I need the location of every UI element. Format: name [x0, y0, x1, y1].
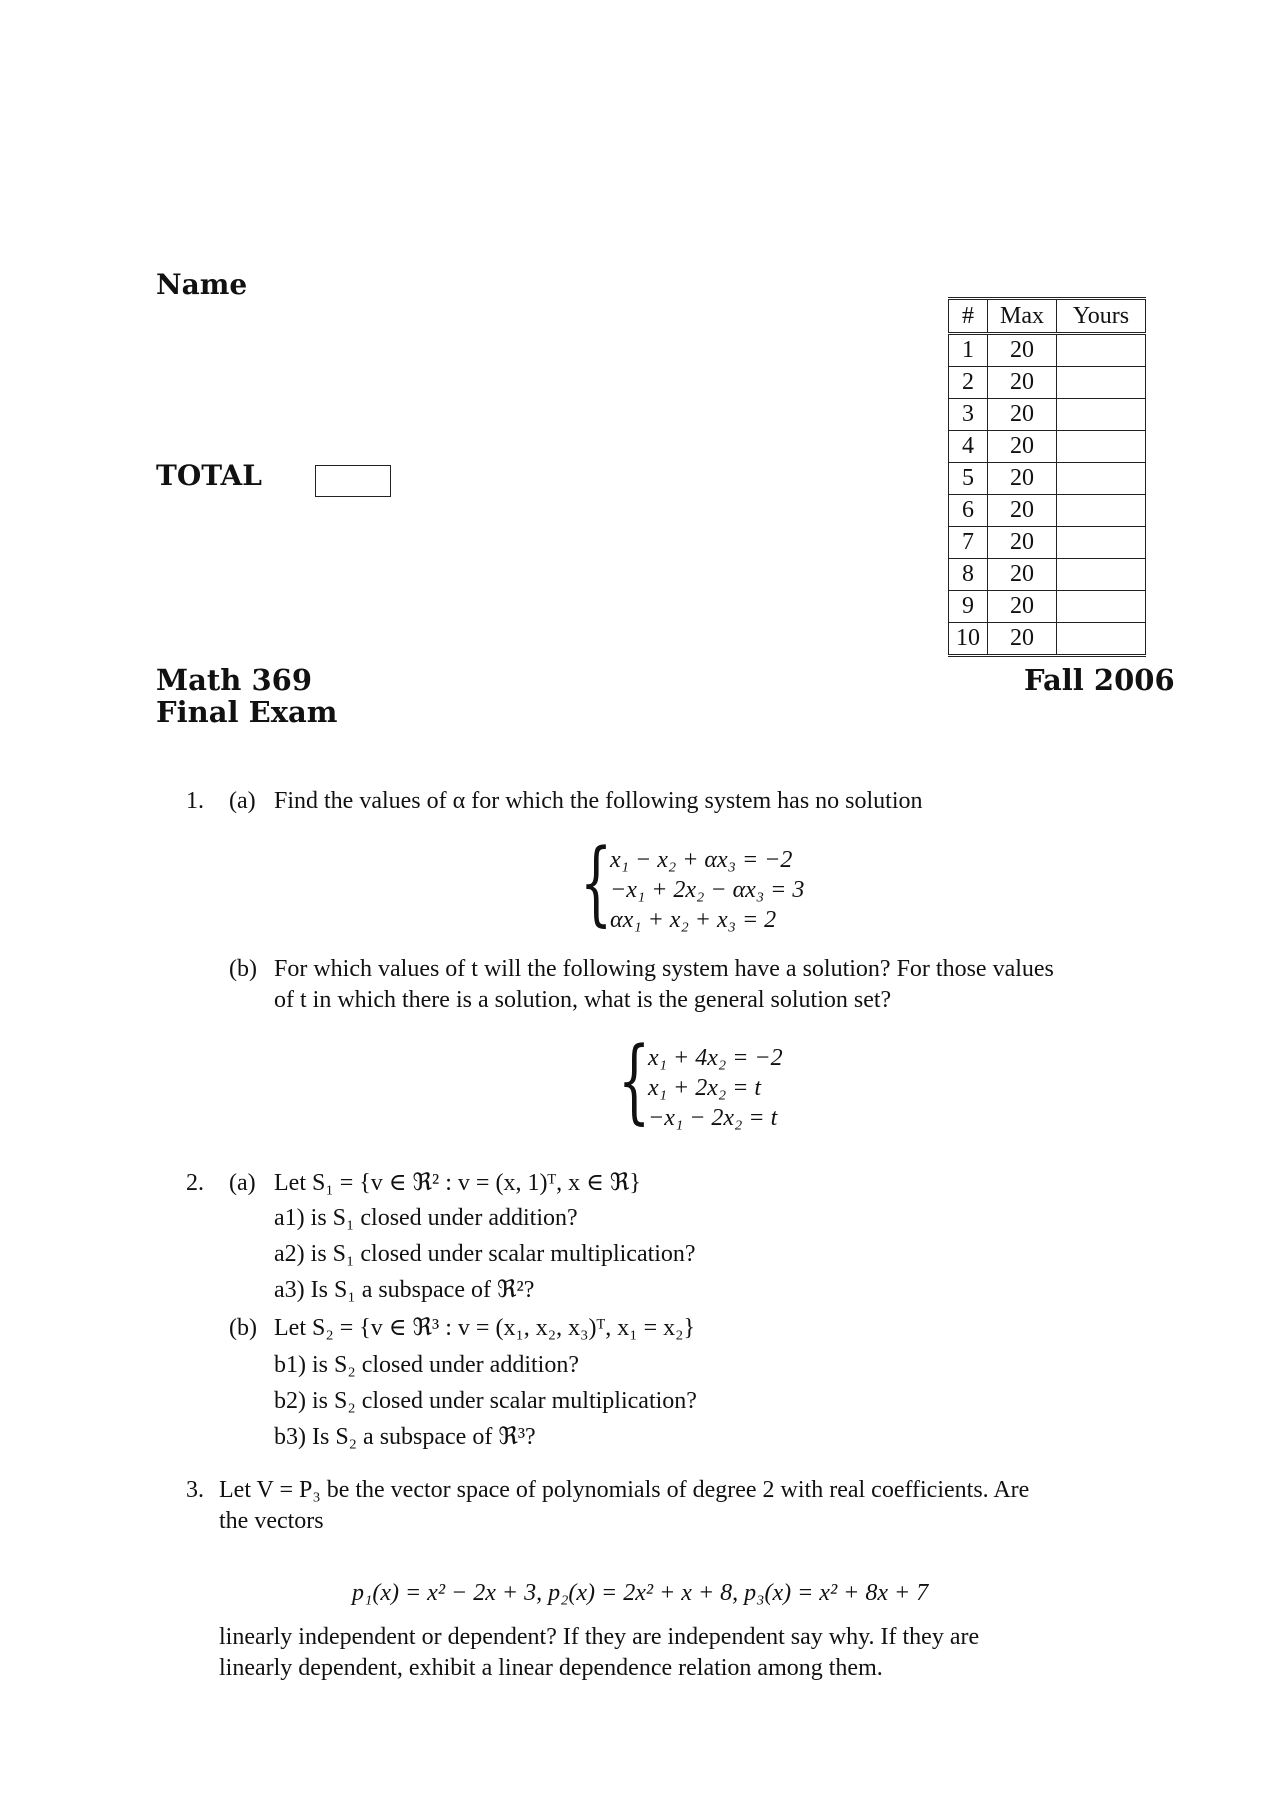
q1a-system: [610, 845, 804, 935]
exam-name: Final Exam: [156, 695, 338, 729]
q1b-system: [648, 1043, 783, 1133]
row-max: 20: [988, 495, 1057, 527]
row-number: 3: [949, 399, 988, 431]
row-max: 20: [988, 623, 1057, 656]
name-label: Name: [156, 268, 248, 301]
row-yours[interactable]: [1057, 463, 1146, 495]
q3-number: 3.: [186, 1477, 204, 1503]
row-number: 9: [949, 591, 988, 623]
q2b-text: Let S₂ = {v ∈ ℜ³ : v = (x₁, x₂, x₃)ᵀ, x₁ = x₂}: [274, 1315, 696, 1341]
column-header-max: Max: [988, 299, 1057, 334]
table-row: [949, 367, 1146, 399]
score-table-header-row: [949, 299, 1146, 334]
equation-line: x₁ − x₂ + αx₃ = −2: [610, 847, 793, 873]
q2b-label: (b): [229, 1315, 257, 1341]
q1b-brace: {: [618, 1027, 651, 1134]
equation-line: x₁ + 2x₂ = t: [648, 1075, 762, 1101]
total-score-box[interactable]: [315, 465, 391, 497]
q1-number: 1.: [186, 788, 204, 814]
q1b-text-line2: of t in which there is a solution, what is the general solution set?: [274, 987, 892, 1013]
row-max: 20: [988, 334, 1057, 367]
table-row: [949, 431, 1146, 463]
q1a-text: Find the values of α for which the following system has no solution: [274, 788, 923, 814]
table-row: [949, 495, 1146, 527]
list-item: a2) is S₁ closed under scalar multiplication?: [274, 1241, 696, 1267]
table-row: [949, 399, 1146, 431]
q3-text-line3: linearly independent or dependent? If they are independent say why. If they are: [219, 1624, 980, 1650]
table-row: [949, 463, 1146, 495]
row-yours[interactable]: [1057, 495, 1146, 527]
q3-equation: p₁(x) = x² − 2x + 3, p₂(x) = 2x² + x + 8, p₃(x) = x² + 8x + 7: [352, 1580, 929, 1606]
equation-line: −x₁ + 2x₂ − αx₃ = 3: [610, 877, 805, 903]
table-row: [949, 527, 1146, 559]
list-item: a3) Is S₁ a subspace of ℜ²?: [274, 1277, 535, 1303]
q3-text-line2: the vectors: [219, 1508, 324, 1534]
equation-line: αx₁ + x₂ + x₃ = 2: [610, 907, 777, 933]
score-table: [948, 297, 1146, 657]
row-number: 5: [949, 463, 988, 495]
row-max: 20: [988, 591, 1057, 623]
table-row: [949, 591, 1146, 623]
row-yours[interactable]: [1057, 559, 1146, 591]
row-max: 20: [988, 399, 1057, 431]
row-max: 20: [988, 559, 1057, 591]
q2-number: 2.: [186, 1170, 204, 1196]
q1a-label: (a): [229, 788, 256, 814]
total-label: TOTAL: [156, 459, 262, 492]
q3-text-line1: Let V = P₃ be the vector space of polynomials of degree 2 with real coefficients. Are: [219, 1477, 1030, 1503]
row-number: 6: [949, 495, 988, 527]
row-number: 4: [949, 431, 988, 463]
row-yours[interactable]: [1057, 527, 1146, 559]
row-number: 1: [949, 334, 988, 367]
row-yours[interactable]: [1057, 399, 1146, 431]
row-yours[interactable]: [1057, 623, 1146, 656]
list-item: b1) is S₂ closed under addition?: [274, 1352, 579, 1378]
row-max: 20: [988, 367, 1057, 399]
q2b-items: [274, 1350, 697, 1453]
q1b-text-line1: For which values of t will the following system have a solution? For those values: [274, 956, 1054, 982]
equation-line: x₁ + 4x₂ = −2: [648, 1045, 783, 1071]
list-item: b2) is S₂ closed under scalar multiplication?: [274, 1388, 697, 1414]
q2a-items: [274, 1203, 696, 1306]
q2a-label: (a): [229, 1170, 256, 1196]
row-number: 7: [949, 527, 988, 559]
row-number: 8: [949, 559, 988, 591]
table-row: [949, 559, 1146, 591]
list-item: b3) Is S₂ a subspace of ℜ³?: [274, 1424, 536, 1450]
course-title: [156, 664, 337, 728]
course-name: Math 369: [156, 663, 313, 697]
row-yours[interactable]: [1057, 334, 1146, 367]
column-header-number: #: [949, 299, 988, 334]
q3-text-line4: linearly dependent, exhibit a linear dependence relation among them.: [219, 1655, 883, 1681]
row-max: 20: [988, 463, 1057, 495]
q1b-label: (b): [229, 956, 257, 982]
q1a-brace: {: [580, 829, 613, 936]
column-header-yours: Yours: [1057, 299, 1146, 334]
row-yours[interactable]: [1057, 367, 1146, 399]
table-row: [949, 334, 1146, 367]
list-item: a1) is S₁ closed under addition?: [274, 1205, 578, 1231]
row-max: 20: [988, 431, 1057, 463]
term-label: Fall 2006: [1024, 663, 1175, 697]
row-yours[interactable]: [1057, 431, 1146, 463]
row-number: 2: [949, 367, 988, 399]
row-max: 20: [988, 527, 1057, 559]
table-row: [949, 623, 1146, 656]
row-number: 10: [949, 623, 988, 656]
equation-line: −x₁ − 2x₂ = t: [648, 1105, 778, 1131]
q2a-text: Let S₁ = {v ∈ ℜ² : v = (x, 1)ᵀ, x ∈ ℜ}: [274, 1170, 641, 1196]
row-yours[interactable]: [1057, 591, 1146, 623]
